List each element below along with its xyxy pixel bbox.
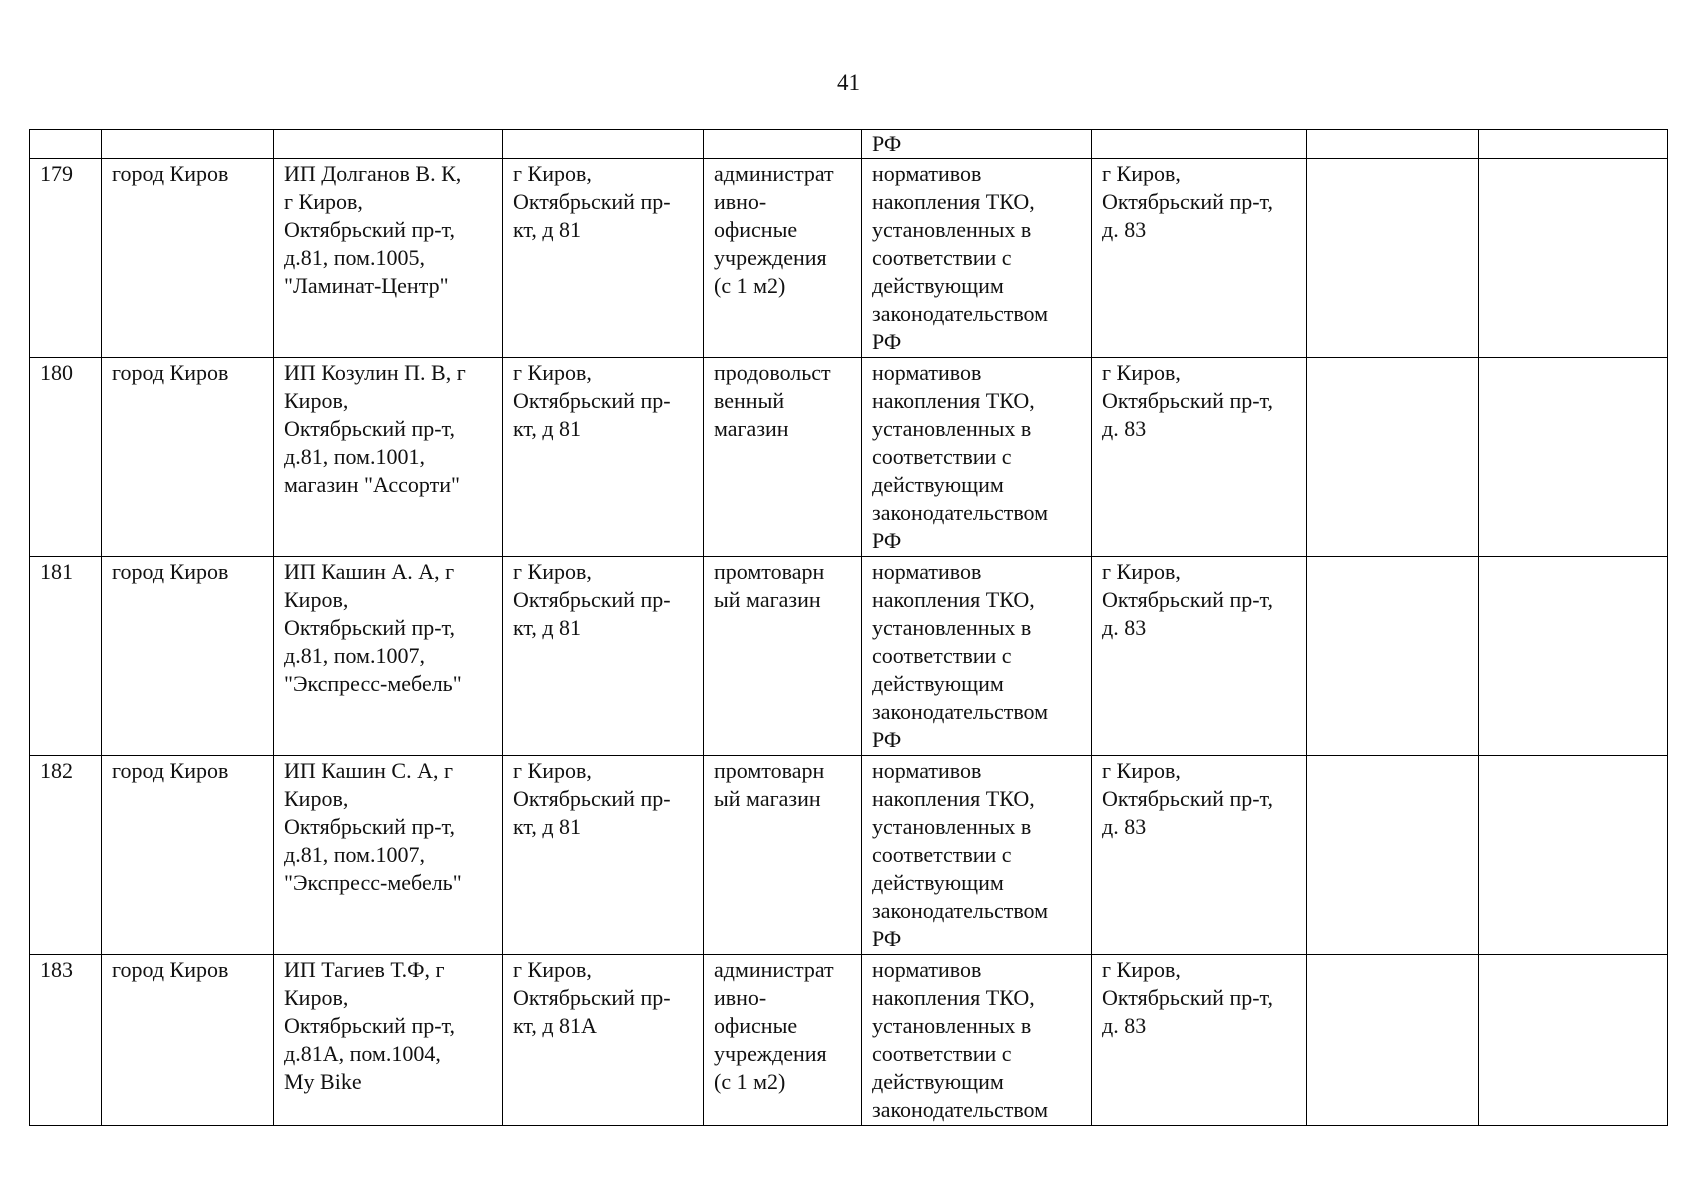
cell-address: г Киров, Октябрьский пр- кт, д 81 <box>503 159 704 358</box>
cell-norm: нормативов накопления ТКО, установленных в соответствии с действующим законодательством РФ <box>862 557 1092 756</box>
cell-extra <box>1307 130 1479 159</box>
cell-municipality: город Киров <box>102 955 274 1126</box>
cell-category <box>704 130 862 159</box>
registry-table <box>29 129 1668 1126</box>
cell-extra <box>1479 130 1668 159</box>
cell-norm: РФ <box>862 130 1092 159</box>
cell-extra <box>1307 756 1479 955</box>
cell-collection-site: г Киров, Октябрьский пр-т, д. 83 <box>1092 557 1307 756</box>
cell-collection-site: г Киров, Октябрьский пр-т, д. 83 <box>1092 159 1307 358</box>
cell-collection-site: г Киров, Октябрьский пр-т, д. 83 <box>1092 756 1307 955</box>
cell-number <box>30 130 102 159</box>
cell-waste-source: ИП Тагиев Т.Ф, г Киров, Октябрьский пр-т, д.81А, пом.1004, My Bike <box>274 955 503 1126</box>
table-row <box>30 159 1668 358</box>
cell-municipality: город Киров <box>102 557 274 756</box>
cell-extra <box>1307 358 1479 557</box>
cell-waste-source: ИП Кашин С. А, г Киров, Октябрьский пр-т, д.81, пом.1007, "Экспресс-мебель" <box>274 756 503 955</box>
continuation-row <box>30 130 1668 159</box>
cell-extra <box>1307 159 1479 358</box>
cell-extra <box>1479 557 1668 756</box>
cell-extra <box>1479 756 1668 955</box>
cell-category: администрат ивно- офисные учреждения (с 1 м2) <box>704 955 862 1126</box>
cell-municipality: город Киров <box>102 358 274 557</box>
cell-category: администрат ивно- офисные учреждения (с 1 м2) <box>704 159 862 358</box>
cell-address: г Киров, Октябрьский пр- кт, д 81 <box>503 756 704 955</box>
cell-address: г Киров, Октябрьский пр- кт, д 81 <box>503 557 704 756</box>
cell-category: промтоварн ый магазин <box>704 756 862 955</box>
cell-extra <box>1479 358 1668 557</box>
cell-norm: нормативов накопления ТКО, установленных в соответствии с действующим законодательством РФ <box>862 159 1092 358</box>
cell-waste-source: ИП Козулин П. В, г Киров, Октябрьский пр-т, д.81, пом.1001, магазин "Ассорти" <box>274 358 503 557</box>
cell-extra <box>1307 557 1479 756</box>
cell-collection-site <box>1092 130 1307 159</box>
cell-address: г Киров, Октябрьский пр- кт, д 81 <box>503 358 704 557</box>
cell-municipality <box>102 130 274 159</box>
cell-norm: нормативов накопления ТКО, установленных в соответствии с действующим законодательством РФ <box>862 358 1092 557</box>
cell-number: 180 <box>30 358 102 557</box>
cell-norm: нормативов накопления ТКО, установленных в соответствии с действующим законодательством РФ <box>862 756 1092 955</box>
table-row <box>30 358 1668 557</box>
page-number: 41 <box>837 70 860 95</box>
cell-extra <box>1479 159 1668 358</box>
cell-extra <box>1479 955 1668 1126</box>
cell-number: 181 <box>30 557 102 756</box>
cell-number: 182 <box>30 756 102 955</box>
cell-category: продовольст венный магазин <box>704 358 862 557</box>
table-row <box>30 955 1668 1126</box>
cell-collection-site: г Киров, Октябрьский пр-т, д. 83 <box>1092 358 1307 557</box>
cell-category: промтоварн ый магазин <box>704 557 862 756</box>
cell-number: 183 <box>30 955 102 1126</box>
cell-address <box>503 130 704 159</box>
cell-collection-site: г Киров, Октябрьский пр-т, д. 83 <box>1092 955 1307 1126</box>
cell-number: 179 <box>30 159 102 358</box>
table-row <box>30 756 1668 955</box>
cell-municipality: город Киров <box>102 756 274 955</box>
cell-waste-source: ИП Кашин А. А, г Киров, Октябрьский пр-т, д.81, пом.1007, "Экспресс-мебель" <box>274 557 503 756</box>
cell-extra <box>1307 955 1479 1126</box>
table-row <box>30 557 1668 756</box>
cell-waste-source: ИП Долганов В. К, г Киров, Октябрьский пр-т, д.81, пом.1005, "Ламинат-Центр" <box>274 159 503 358</box>
cell-municipality: город Киров <box>102 159 274 358</box>
cell-address: г Киров, Октябрьский пр- кт, д 81А <box>503 955 704 1126</box>
cell-waste-source <box>274 130 503 159</box>
cell-norm: нормативов накопления ТКО, установленных в соответствии с действующим законодательством <box>862 955 1092 1126</box>
